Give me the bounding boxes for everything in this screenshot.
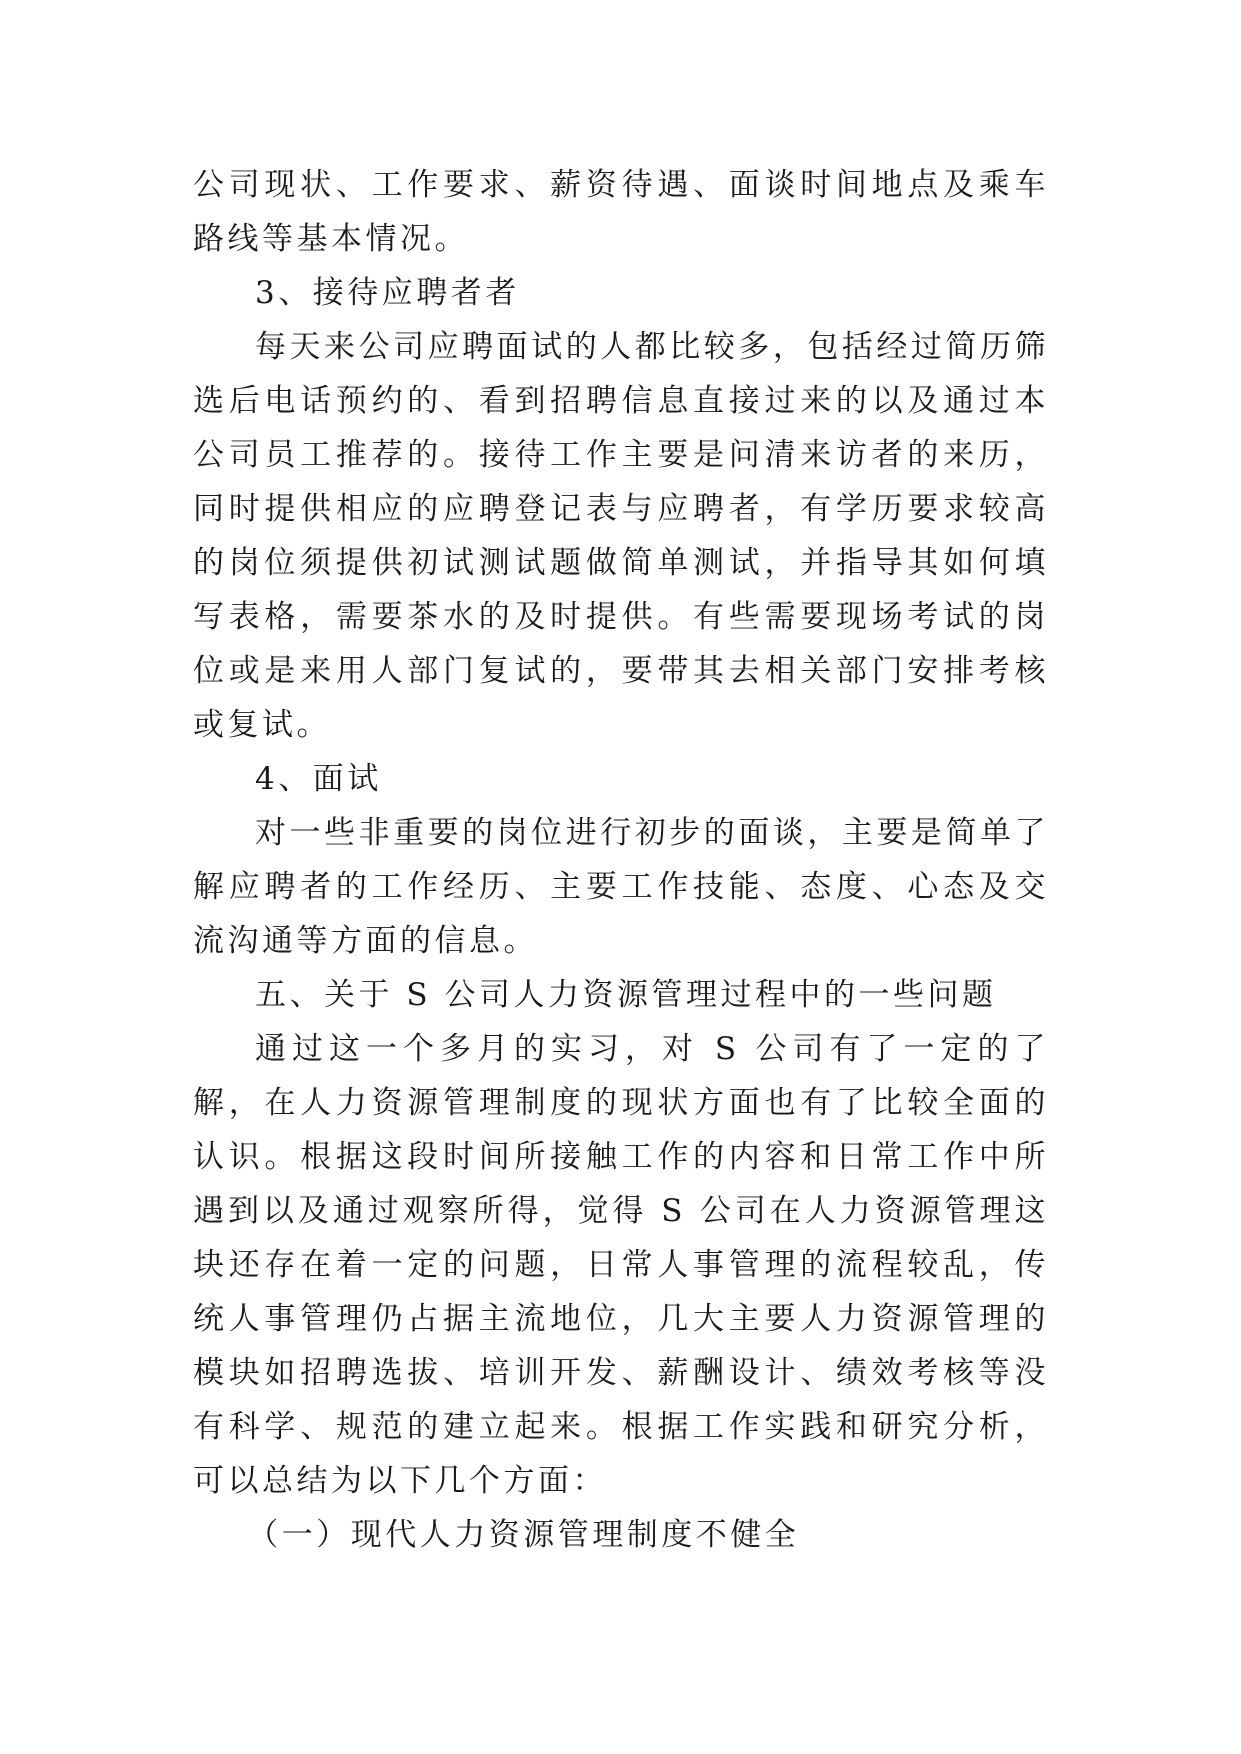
paragraph-interview: 对一些非重要的岗位进行初步的面谈，主要是简单了解应聘者的工作经历、主要工作技能、态度、心态及交流沟通等方面的信息。 [193,815,1049,959]
section-heading-interview: 4、面试 [255,761,382,797]
section-heading-reception: 3、接待应聘者者 [255,275,520,311]
paragraph-problems: 通过这一个多月的实习，对 S 公司有了一定的了解，在人力资源管理制度的现状方面也有了比较全面的认识。根据这段时间所接触工作的内容和日常工作中所遇到以及通过观察所得，觉得 S 公司在人力资源管理这块还存在着一定的问题，日常人事管理的流程较乱，传统人事管理仍占据主流地位，几大主要人力资源管理的模块如招聘选拔、培训开发、薪酬设计、绩效考核等没有科学、规范的建立起来。根据工作实践和研究分析，可以总结为以下几个方面： [193,1031,1049,1499]
paragraph-reception: 每天来公司应聘面试的人都比较多，包括经过简历筛选后电话预约的、看到招聘信息直接过来的以及通过本公司员工推荐的。接待工作主要是问清来访者的来历，同时提供相应的应聘登记表与应聘者，有学历要求较高的岗位须提供初试测试题做简单测试，并指导其如何填写表格，需要茶水的及时提供。有些需要现场考试的岗位或是来用人部门复试的，要带其去相关部门安排考核或复试。 [193,329,1049,743]
subsection-heading-system: （一）现代人力资源管理制度不健全 [247,1517,800,1553]
paragraph-continuation: 公司现状、工作要求、薪资待遇、面谈时间地点及乘车路线等基本情况。 [193,167,1049,257]
document-body [193,158,1049,1562]
chapter-heading-problems: 五、关于 S 公司人力资源管理过程中的一些问题 [255,977,997,1013]
